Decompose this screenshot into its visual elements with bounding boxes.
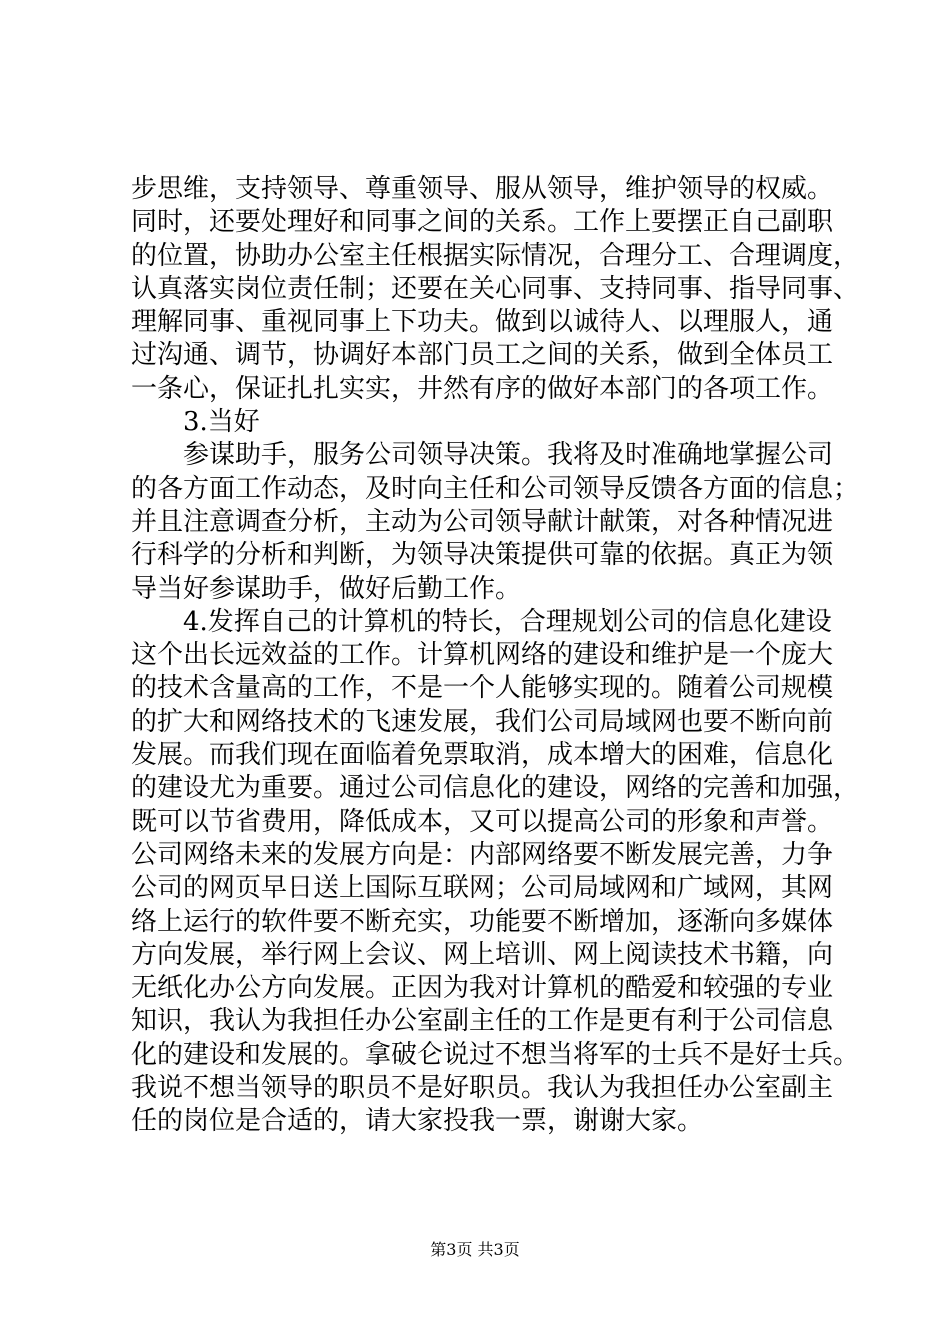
body-line: 的各方面工作动态，及时向主任和公司领导反馈各方面的信息； [131,473,860,504]
body-line: 步思维，支持领导、尊重领导、服从领导，维护领导的权威。 [131,174,834,204]
section-heading: 3.当好 [183,407,260,438]
body-line: 的建设尤为重要。通过公司信息化的建设，网络的完善和加强， [131,773,860,804]
body-line: 知识，我认为我担任办公室副主任的工作是更有利于公司信息 [131,1006,834,1037]
body-line: 发展。而我们现在面临着免票取消，成本增大的困难，信息化 [131,740,834,771]
body-line: 这个出长远效益的工作。计算机网络的建设和维护是一个庞大 [131,640,834,671]
body-line: 方向发展，举行网上会议、网上培训、网上阅读技术书籍，向 [131,939,834,970]
body-line: 络上运行的软件要不断充实，功能要不断增加，逐渐向多媒体 [131,906,834,937]
body-line: 化的建设和发展的。拿破仑说过不想当将军的士兵不是好士兵。 [131,1039,860,1070]
body-line: 的位置，协助办公室主任根据实际情况，合理分工、合理调度， [131,240,860,271]
document-body [131,173,860,1139]
body-line: 的技术含量高的工作，不是一个人能够实现的。随着公司规模 [131,673,834,704]
body-line: 的扩大和网络技术的飞速发展，我们公司局域网也要不断向前 [131,706,834,737]
body-line: 公司网络未来的发展方向是：内部网络要不断发展完善，力争 [131,839,834,870]
body-line: 认真落实岗位责任制；还要在关心同事、支持同事、指导同事、 [131,273,860,304]
body-line: 行科学的分析和判断，为领导决策提供可靠的依据。真正为领 [131,540,834,571]
paragraph-first-line: 参谋助手，服务公司领导决策。我将及时准确地掌握公司 [183,440,834,471]
body-line: 无纸化办公方向发展。正因为我对计算机的酷爱和较强的专业 [131,973,834,1004]
body-line: 任的岗位是合适的，请大家投我一票，谢谢大家。 [131,1106,704,1137]
body-line: 导当好参谋助手，做好后勤工作。 [131,573,522,604]
paragraph-first-line: 4.发挥自己的计算机的特长，合理规划公司的信息化建设 [183,606,832,637]
body-line: 理解同事、重视同事上下功夫。做到以诚待人、以理服人，通 [131,307,834,338]
body-line: 同时，还要处理好和同事之间的关系。工作上要摆正自己副职 [131,207,834,238]
body-line: 既可以节省费用，降低成本，又可以提高公司的形象和声誉。 [131,806,834,837]
body-line: 我说不想当领导的职员不是好职员。我认为我担任办公室副主 [131,1073,834,1104]
body-line: 过沟通、调节，协调好本部门员工之间的关系，做到全体员工 [131,340,834,371]
page-footer: 第3页 共3页 [430,1240,520,1259]
body-line: 并且注意调查分析，主动为公司领导献计献策，对各种情况进 [131,506,834,537]
body-line: 公司的网页早日送上国际互联网；公司局域网和广域网，其网 [131,873,834,904]
body-line: 一条心，保证扎扎实实，井然有序的做好本部门的各项工作。 [131,373,834,404]
